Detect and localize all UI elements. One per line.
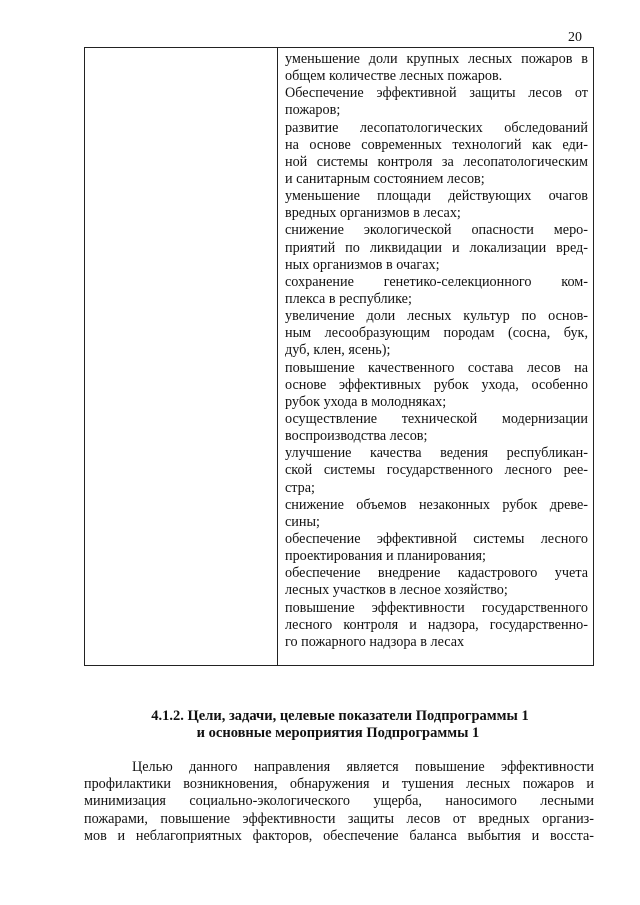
- paragraph-line: пожарами, повышение эффективности защиты лесов от вредных организ-: [84, 810, 594, 827]
- table-line: лесных участков в лесное хозяйство;: [285, 582, 508, 599]
- table-line: обеспечение внедрение кадастрового учета: [285, 565, 588, 582]
- paragraph-line: мов и неблагоприятных факторов, обеспечение баланса выбытия и восста-: [84, 827, 594, 844]
- paragraph-line: минимизация социально-экологического ущерба, наносимого лесными: [84, 793, 594, 810]
- table-line: осуществление технической модернизации: [285, 410, 588, 427]
- paragraph-line: профилактики возникновения, обнаружения и тушения лесных пожаров и: [84, 776, 594, 793]
- table-line: рубок ухода в молодняках;: [285, 393, 447, 410]
- table-line: увеличение доли лесных культур по основ-: [285, 308, 588, 325]
- table-left-cell: [85, 48, 278, 665]
- table-line: приятий по ликвидации и локализации вред-: [285, 239, 588, 256]
- table-line: обеспечение эффективной системы лесного: [285, 530, 588, 547]
- table-line: на основе современных технологий как еди-: [285, 136, 588, 153]
- table-line: уменьшение площади действующих очагов: [285, 188, 588, 205]
- table-line: дуб, клен, ясень);: [285, 342, 391, 359]
- table-line: снижение объемов незаконных рубок древе-: [285, 496, 588, 513]
- table-line: стра;: [285, 479, 316, 496]
- table-line: го пожарного надзора в лесах: [285, 633, 465, 650]
- table-line: ной системы контроля за лесопатологическим: [285, 153, 588, 170]
- table-line: воспроизводства лесов;: [285, 428, 428, 445]
- table-line: проектирования и планирования;: [285, 548, 486, 565]
- table-line: уменьшение доли крупных лесных пожаров в: [285, 51, 588, 67]
- table-line: Обеспечение эффективной защиты лесов от: [285, 85, 588, 102]
- section-heading: [0, 708, 640, 742]
- table-line: лесного контроля и надзора, государственно-: [285, 616, 588, 633]
- body-paragraph: [84, 759, 594, 845]
- table-line: и санитарным состоянием лесов;: [285, 170, 485, 187]
- table-line: повышение эффективности государственного: [285, 599, 588, 616]
- page-number: 20: [568, 30, 582, 45]
- content-table: [84, 47, 594, 666]
- table-right-cell: [278, 48, 593, 665]
- table-line: ным лесообразующим породам (сосна, бук,: [285, 325, 588, 342]
- table-line: общем количестве лесных пожаров.: [285, 68, 503, 85]
- table-line: развитие лесопатологических обследований: [285, 119, 588, 136]
- table-line: повышение качественного состава лесов на: [285, 359, 588, 376]
- table-line: снижение экологической опасности меро-: [285, 222, 588, 239]
- table-line: ных организмов в очагах;: [285, 256, 440, 273]
- section-heading-line-1: 4.1.2. Цели, задачи, целевые показатели Подпрограммы 1: [151, 708, 529, 724]
- table-line: улучшение качества ведения республикан-: [285, 445, 588, 462]
- paragraph-line: Целью данного направления является повышение эффективности: [132, 759, 594, 775]
- table-line: ской системы государственного лесного рее-: [285, 462, 588, 479]
- table-line: вредных организмов в лесах;: [285, 205, 461, 222]
- section-heading-line-2: и основные мероприятия Подпрограммы 1: [196, 725, 480, 741]
- table-line: сины;: [285, 513, 320, 530]
- table-line: основе эффективных рубок ухода, особенно: [285, 376, 588, 393]
- table-line: пожаров;: [285, 102, 341, 119]
- table-line: сохранение генетико-селекционного ком-: [285, 273, 588, 290]
- table-line: плекса в республике;: [285, 290, 412, 307]
